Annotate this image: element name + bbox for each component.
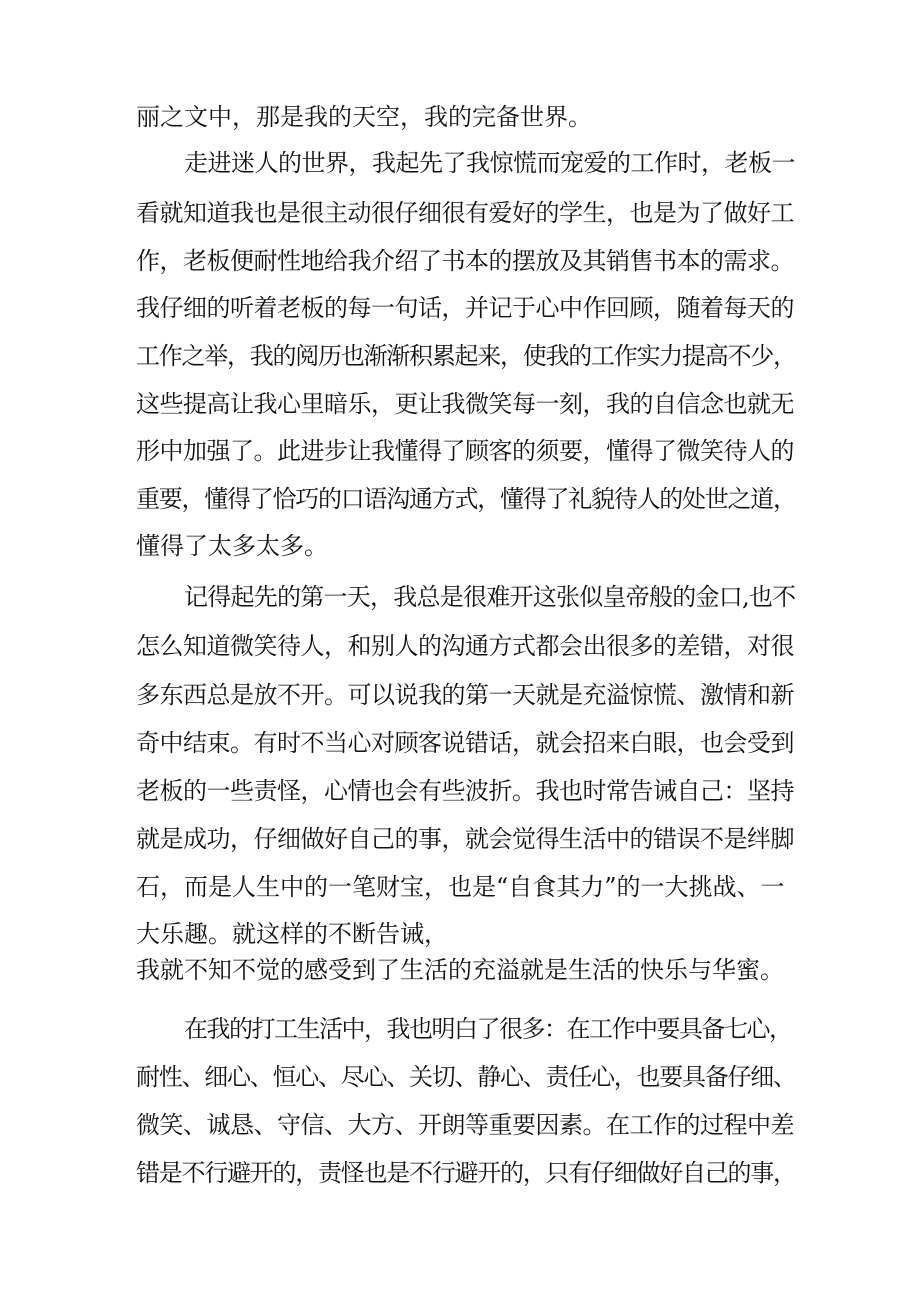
- text-line: 看就知道我也是很主动很仔细很有爱好的学生，也是为了做好工: [136, 199, 794, 227]
- text-line: 耐性、细心、恒心、尽心、关切、静心、责任心，也要具备仔细、: [136, 1063, 796, 1091]
- text-line: 形中加强了。此进步让我懂得了顾客的须要，懂得了微笑待人的: [136, 437, 794, 465]
- text-line: 怎么知道微笑待人，和别人的沟通方式都会出很多的差错，对很: [136, 632, 794, 660]
- paragraph-first-line: 记得起先的第一天，我总是很难开这张似皇帝般的金口,也不: [184, 583, 796, 611]
- text-line: 懂得了太多太多。: [136, 532, 328, 560]
- paragraph-first-line: 在我的打工生活中，我也明白了很多：在工作中要具备七心，: [184, 1015, 792, 1043]
- text-line: 这些提高让我心里暗乐，更让我微笑每一刻，我的自信念也就无: [136, 390, 794, 418]
- text-line: 工作之举，我的阅历也渐渐积累起来，使我的工作实力提高不少，: [136, 342, 796, 370]
- text-line: 作，老板便耐性地给我介绍了书本的摆放及其销售书本的需求。: [136, 247, 794, 275]
- text-line: 就是成功，仔细做好自己的事，就会觉得生活中的错误不是绊脚: [136, 825, 794, 853]
- text-line: 重要，懂得了恰巧的口语沟通方式，懂得了礼貌待人的处世之道，: [136, 485, 796, 513]
- text-line: 奇中结束。有时不当心对顾客说错话，就会招来白眼，也会受到: [136, 729, 794, 757]
- text-line: 多东西总是放不开。可以说我的第一天就是充溢惊慌、激情和新: [136, 681, 794, 709]
- text-line: 我就不知不觉的感受到了生活的充溢就是生活的快乐与华蜜。: [136, 956, 784, 984]
- text-line: 大乐趣。就这样的不断告诫，: [136, 920, 448, 948]
- text-line: 石，而是人生中的一笔财宝，也是“自食其力”的一大挑战、一: [136, 873, 785, 901]
- paragraph-first-line: 走进迷人的世界，我起先了我惊慌而宠爱的工作时，老板一: [184, 149, 795, 177]
- text-line: 老板的一些责怪，心情也会有些波折。我也时常告诫自己：坚持: [136, 777, 794, 805]
- text-line: 微笑、诚恳、守信、大方、开朗等重要因素。在工作的过程中差: [136, 1111, 794, 1139]
- text-line: 错是不行避开的，责怪也是不行避开的，只有仔细做好自己的事，: [136, 1159, 796, 1187]
- text-line: 丽之文中，那是我的天空，我的完备世界。: [136, 103, 592, 131]
- text-line: 我仔细的听着老板的每一句话，并记于心中作回顾，随着每天的: [136, 294, 794, 322]
